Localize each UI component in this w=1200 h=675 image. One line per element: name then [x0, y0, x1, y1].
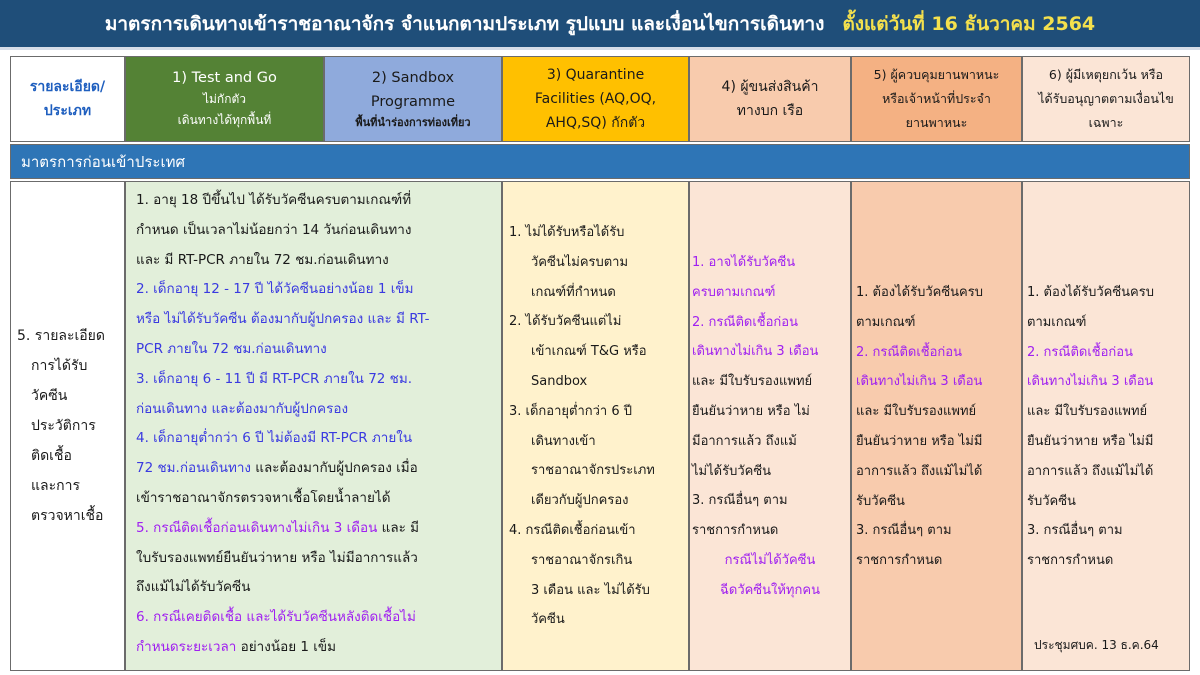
- row-label-line: ตรวจหาเชื้อ: [31, 508, 104, 524]
- header-line: ทางบก เรือ: [736, 103, 804, 119]
- banner-date: ตั้งแต่วันที่ 16 ธันวาคม 2564: [842, 12, 1096, 35]
- detail-line: 2. ได้รับวัคซีนแต่ไม่: [509, 314, 622, 330]
- header-line: ได้รับอนุญาตตามเงื่อนไข: [1038, 91, 1174, 106]
- header-sandbox: [324, 56, 502, 142]
- header-line: เฉพาะ: [1088, 115, 1124, 130]
- detail-line: ตามเกณฑ์: [1027, 314, 1087, 330]
- detail-line: เดินทางไม่เกิน 3 เดือน: [692, 344, 819, 360]
- header-line: เดินทางได้ทุกพื้นที่: [177, 113, 272, 127]
- header-line: 3) Quarantine: [546, 67, 645, 83]
- quarantine-details: [502, 181, 689, 671]
- detail-line: เข้าเกณฑ์ T&G หรือ: [531, 344, 647, 360]
- detail-line: และ มีใบรับรองแพทย์: [1027, 404, 1148, 420]
- detail-line: ก่อนเดินทาง และต้องมากับผู้ปกครอง: [136, 400, 349, 417]
- vehicle-crew-details: [851, 181, 1022, 671]
- detail-line: เข้าราชอาณาจักรตรวจหาเชื้อโดยน้ำลายได้: [136, 489, 391, 506]
- header-line: ไม่กักตัว: [202, 92, 246, 106]
- header-line: หรือเจ้าหน้าที่ประจำ: [882, 91, 991, 106]
- detail-line: ยืนยันว่าหาย หรือ ไม่มี: [1027, 433, 1154, 449]
- detail-line: 6. กรณีเคยติดเชื้อ และได้รับวัคซีนหลังติดเชื้อไม่: [136, 609, 416, 626]
- detail-line: รับวัคซีน: [856, 493, 905, 509]
- detail-line: 4. กรณีติดเชื้อก่อนเข้า: [509, 522, 636, 538]
- header-label-line: รายละเอียด/: [29, 79, 106, 95]
- section-pre-entry: [10, 144, 1190, 179]
- detail-line: 1. ไม่ได้รับหรือได้รับ: [509, 225, 625, 240]
- header-line: 1) Test and Go: [172, 70, 277, 86]
- detail-line: อาการแล้ว ถึงแม้ไม่ได้: [856, 463, 983, 479]
- detail-line: กรณีไม่ได้วัคซีน: [724, 552, 816, 568]
- transport-details: [689, 181, 851, 671]
- detail-line: 3 เดือน และ ไม่ได้รับ: [531, 582, 650, 598]
- header-line: Facilities (AQ,OQ,: [534, 91, 657, 107]
- detail-line: 3. กรณีอื่นๆ ตาม: [1027, 523, 1123, 539]
- detail-line: ไม่ได้รับวัคซีน: [692, 463, 772, 479]
- header-detail-type: [10, 56, 125, 142]
- row-label-line: การได้รับ: [31, 358, 88, 374]
- header-line: AHQ,SQ) กักตัว: [545, 115, 646, 131]
- detail-line: และ มี RT-PCR ภายใน 72 ชม.ก่อนเดินทาง: [136, 251, 389, 268]
- detail-line: วัคซีน: [531, 612, 565, 628]
- detail-line: มีอาการแล้ว ถึงแม้: [692, 433, 797, 449]
- detail-line: 2. เด็กอายุ 12 - 17 ปี ได้วัคซีนอย่างน้อย 1 เข็ม: [136, 281, 414, 298]
- detail-segment: 72 ชม.ก่อนเดินทาง: [136, 460, 252, 477]
- detail-line: ราชการกำหนด: [692, 523, 779, 539]
- section-title: มาตรการก่อนเข้าประเทศ: [21, 152, 185, 171]
- header-line: 5) ผู้ควบคุมยานพาหนะ: [873, 67, 1000, 82]
- header-line: Programme: [370, 94, 456, 110]
- header-line: 4) ผู้ขนส่งสินค้า: [721, 79, 819, 95]
- detail-line: 3. เด็กอายุ 6 - 11 ปี มี RT-PCR ภายใน 72 ชม.: [136, 370, 413, 387]
- detail-line: 2. กรณีติดเชื้อก่อน: [856, 344, 962, 360]
- detail-line: ฉีดวัคซีนให้ทุกคน: [720, 582, 820, 598]
- detail-segment: กำหนดระยะเวลา: [136, 638, 237, 655]
- detail-segment: และ มี: [377, 519, 420, 536]
- detail-line: 3. กรณีอื่นๆ ตาม: [692, 493, 788, 509]
- detail-line: ราชอาณาจักรเกิน: [531, 552, 633, 568]
- detail-line: ยืนยันว่าหาย หรือ ไม่มี: [856, 433, 983, 449]
- header-line: 2) Sandbox: [371, 70, 455, 86]
- title-banner: [0, 0, 1200, 50]
- detail-line: และ มีใบรับรองแพทย์: [692, 374, 813, 390]
- banner-title: มาตรการเดินทางเข้าราชอาณาจักร จำแนกตามประเภท รูปแบบ และเงื่อนไขการเดินทาง: [104, 12, 825, 35]
- header-line: ยานพาหนะ: [905, 115, 968, 130]
- detail-line: และ มีใบรับรองแพทย์: [856, 404, 977, 420]
- detail-line: ครบตามเกณฑ์: [692, 284, 776, 300]
- detail-line: 1. อาจได้รับวัคซีน: [692, 255, 796, 270]
- detail-line: 1. อายุ 18 ปีขึ้นไป ได้รับวัคซีนครบตามเกณฑ์ที่: [136, 192, 412, 208]
- detail-line: 2. กรณีติดเชื้อก่อน: [692, 314, 798, 330]
- detail-line: 2. กรณีติดเชื้อก่อน: [1027, 344, 1133, 360]
- detail-line: 4. เด็กอายุต่ำกว่า 6 ปี ไม่ต้องมี RT-PCR ภายใน: [136, 430, 413, 447]
- header-vehicle-crew: [851, 56, 1022, 142]
- detail-line: ใบรับรองแพทย์ยืนยันว่าหาย หรือ ไม่มีอาการแล้ว: [136, 549, 418, 566]
- detail-line-mixed: [136, 633, 491, 663]
- detail-line: 3. เด็กอายุต่ำกว่า 6 ปี: [509, 403, 633, 419]
- detail-line: เกณฑ์ที่กำหนด: [531, 284, 616, 300]
- test-and-go-details: [125, 181, 502, 671]
- exemption-details: [1022, 181, 1190, 671]
- detail-line: วัคซีนไม่ครบตาม: [531, 254, 629, 270]
- detail-line: ถึงแม้ไม่ได้รับวัคซีน: [136, 579, 251, 596]
- detail-line: รับวัคซีน: [1027, 493, 1076, 509]
- detail-segment: และต้องมากับผู้ปกครอง เมื่อ: [251, 460, 418, 477]
- detail-line: PCR ภายใน 72 ชม.ก่อนเดินทาง: [136, 340, 327, 357]
- detail-line: Sandbox: [531, 373, 588, 389]
- detail-line: 1. ต้องได้รับวัคซีนครบ: [856, 285, 983, 300]
- header-transport: [689, 56, 851, 142]
- header-line: พื้นที่นำร่องการท่องเที่ยว: [355, 116, 471, 129]
- detail-line: 1. ต้องได้รับวัคซีนครบ: [1027, 285, 1154, 300]
- row-label-line: ประวัติการ: [31, 418, 96, 434]
- detail-line: ราชการกำหนด: [856, 553, 943, 569]
- header-test-and-go: [125, 56, 324, 142]
- header-exemption: [1022, 56, 1190, 142]
- detail-line: อาการแล้ว ถึงแม้ไม่ได้: [1027, 463, 1154, 479]
- detail-line: ยืนยันว่าหาย หรือ ไม่: [692, 403, 810, 419]
- detail-segment: 5. กรณีติดเชื้อก่อนเดินทางไม่เกิน 3 เดือน: [136, 519, 378, 536]
- row-label-line: และการ: [31, 478, 80, 494]
- detail-line: เดินทางไม่เกิน 3 เดือน: [1027, 374, 1154, 390]
- detail-line: ตามเกณฑ์: [856, 314, 916, 330]
- detail-line: เดินทางไม่เกิน 3 เดือน: [856, 374, 983, 390]
- detail-line: 3. กรณีอื่นๆ ตาม: [856, 523, 952, 539]
- meeting-note: ประชุมศบค. 13 ธ.ค.64: [1034, 638, 1159, 652]
- detail-segment: อย่างน้อย 1 เข็ม: [236, 638, 337, 655]
- header-line: 6) ผู้มีเหตุยกเว้น หรือ: [1048, 67, 1164, 82]
- header-label-line: ประเภท: [43, 103, 92, 119]
- detail-line: ราชอาณาจักรประเภท: [531, 463, 655, 479]
- detail-line: กำหนด เป็นเวลาไม่น้อยกว่า 14 วันก่อนเดินทาง: [136, 221, 412, 238]
- detail-line-mixed: [136, 454, 491, 484]
- detail-line: ราชการกำหนด: [1027, 553, 1114, 569]
- row-label-line: ติดเชื้อ: [31, 448, 72, 464]
- detail-line: เดียวกับผู้ปกครอง: [531, 493, 629, 509]
- header-quarantine: [502, 56, 689, 142]
- row-label-line: 5. รายละเอียด: [17, 328, 105, 344]
- row-label-line: วัคซีน: [31, 388, 68, 404]
- row-label-cell: [10, 181, 125, 671]
- detail-line-mixed: [136, 514, 491, 544]
- detail-line: หรือ ไม่ได้รับวัคซีน ต้องมากับผู้ปกครอง และ มี RT-: [136, 311, 430, 328]
- detail-line: เดินทางเข้า: [531, 433, 596, 449]
